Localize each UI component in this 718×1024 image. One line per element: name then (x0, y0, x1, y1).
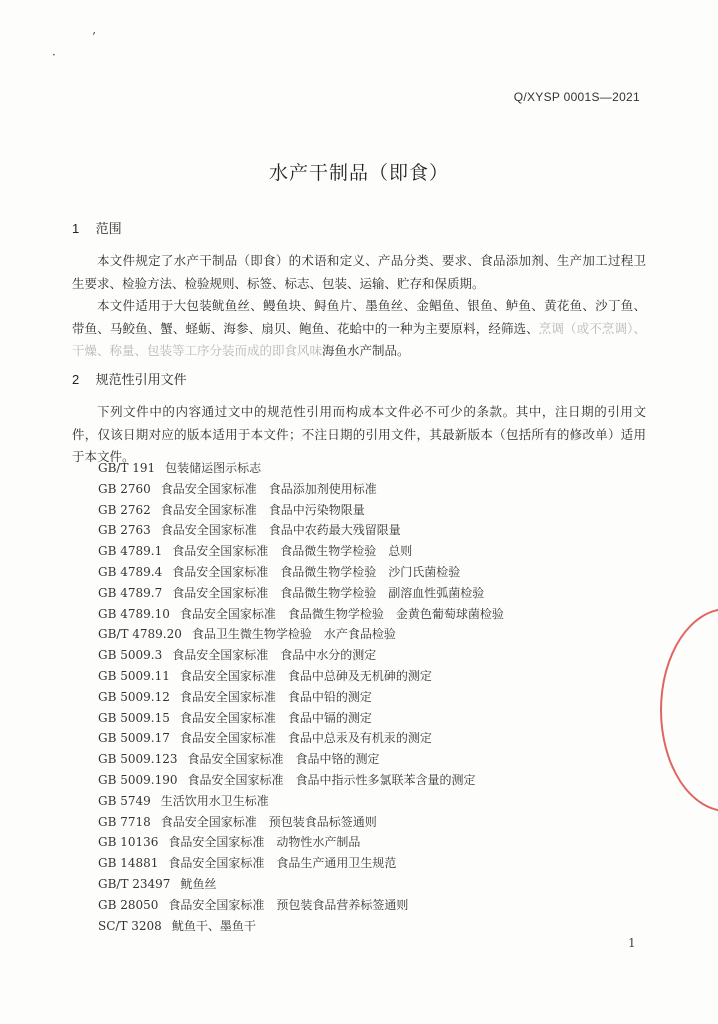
reference-code: GB/T 4789.20 (98, 627, 182, 642)
reference-part: 食品中污染物限量 (268, 502, 365, 517)
reference-item (98, 708, 638, 729)
reference-part: 食品安全国家标准 (179, 606, 276, 621)
reference-code: GB 2762 (98, 502, 151, 517)
reference-item (98, 500, 638, 521)
reference-code: GB 14881 (98, 856, 159, 871)
reference-part: 副溶血性弧菌检验 (388, 585, 485, 600)
scan-dot: · (52, 48, 56, 62)
reference-part: 食品微生物学检验 (287, 606, 384, 621)
reference-part: 食品生产通用卫生规范 (276, 856, 397, 871)
document-title: 水产干制品（即食） (268, 163, 449, 184)
reference-part: 食品中总汞及有机汞的测定 (287, 731, 432, 746)
reference-part: 食品安全国家标准 (172, 544, 269, 559)
reference-part: 食品安全国家标准 (168, 835, 265, 850)
reference-part: 动物性水产制品 (276, 835, 361, 850)
reference-part: 食品微生物学检验 (280, 585, 377, 600)
reference-code: GB 5009.11 (98, 668, 170, 683)
reference-part: 食品安全国家标准 (172, 564, 269, 579)
section-1-number: 1 (72, 221, 80, 236)
reference-code: GB 4789.7 (98, 585, 163, 600)
reference-code: SC/T 3208 (98, 918, 162, 933)
reference-part: 鱿鱼丝 (180, 876, 217, 891)
reference-part: 食品安全国家标准 (168, 856, 265, 871)
reference-item (98, 895, 638, 916)
reference-item (98, 916, 638, 937)
reference-code: GB/T 23497 (98, 876, 171, 891)
scope-paragraph-2-main: 本文件适用于大包装鱿鱼丝、鳗鱼块、鲟鱼片、墨鱼丝、金鲳鱼、银鱼、鲈鱼、黄花鱼、沙丁鱼、带鱼、马鲛鱼、蟹、蛏蛎、海参、扇贝、鲍鱼、花蛤中的一种为主要原料，经筛选、 (72, 298, 646, 336)
reference-item (98, 853, 638, 874)
reference-part: 包装储运图示标志 (165, 461, 262, 475)
reference-part: 预包装食品标签通则 (268, 814, 377, 829)
reference-part: 鱿鱼干、墨鱼干 (171, 918, 256, 933)
reference-part: 生活饮用水卫生标准 (160, 793, 269, 808)
reference-part: 食品安全国家标准 (187, 772, 284, 787)
reference-item (98, 604, 638, 625)
reference-part: 食品中镉的测定 (287, 710, 372, 725)
scan-mark: ’ (92, 30, 96, 44)
reference-part: 食品微生物学检验 (280, 564, 377, 579)
reference-part: 沙门氏菌检验 (388, 564, 461, 579)
reference-part: 食品安全国家标准 (160, 481, 257, 496)
reference-part: 水产食品检验 (323, 627, 396, 642)
reference-part: 金黄色葡萄球菌检验 (395, 606, 504, 621)
reference-code: GB 5749 (98, 793, 151, 808)
reference-part: 食品中指示性多氯联苯含量的测定 (295, 772, 476, 787)
reference-item (98, 749, 638, 770)
reference-part: 食品中农药最大残留限量 (268, 523, 401, 538)
scope-paragraph-1: 本文件规定了水产干制品（即食）的术语和定义、产品分类、要求、食品添加剂、生产加工过程卫生要求、检验方法、检验规则、标签、标志、包装、运输、贮存和保质期。 (72, 253, 646, 291)
reference-part: 食品安全国家标准 (179, 710, 276, 725)
reference-code: GB 5009.15 (98, 710, 170, 725)
section-2-number: 2 (72, 372, 80, 387)
reference-part: 食品安全国家标准 (168, 897, 265, 912)
reference-part: 食品中总砷及无机砷的测定 (287, 668, 432, 683)
reference-part: 食品安全国家标准 (179, 731, 276, 746)
reference-item (98, 624, 638, 645)
reference-code: GB 4789.4 (98, 564, 163, 579)
reference-code: GB 4789.1 (98, 544, 163, 559)
reference-code: GB 5009.17 (98, 731, 170, 746)
reference-item (98, 666, 638, 687)
reference-code: GB 5009.190 (98, 772, 178, 787)
reference-part: 食品安全国家标准 (172, 648, 269, 663)
reference-item (98, 520, 638, 541)
reference-item (98, 458, 638, 479)
standard-code: Q/XYSP 0001S—2021 (513, 90, 640, 104)
reference-item (98, 541, 638, 562)
reference-part: 食品安全国家标准 (179, 689, 276, 704)
section-2-title: 规范性引用文件 (95, 372, 187, 387)
reference-part: 食品卫生微生物学检验 (191, 627, 312, 642)
reference-item (98, 687, 638, 708)
reference-part: 食品安全国家标准 (172, 585, 269, 600)
scope-paragraph-2 (72, 295, 646, 363)
reference-part: 预包装食品营养标签通则 (276, 897, 409, 912)
reference-part: 食品安全国家标准 (187, 752, 284, 767)
reference-code: GB 28050 (98, 897, 159, 912)
reference-item (98, 479, 638, 500)
references-intro-paragraph: 下列文件中的内容通过文中的规范性引用而构成本文件必不可少的条款。其中，注日期的引用文件，仅该日期对应的版本适用于本文件；不注日期的引用文件，其最新版本（包括所有的修改单）适用于本文件。 (72, 404, 646, 464)
reference-part: 食品安全国家标准 (160, 814, 257, 829)
scope-paragraph-2-end: 海鱼水产制品。 (322, 343, 410, 358)
reference-code: GB 2760 (98, 481, 151, 496)
reference-item (98, 645, 638, 666)
reference-part: 食品安全国家标准 (160, 502, 257, 517)
reference-part: 总则 (388, 544, 413, 559)
reference-code: GB 5009.12 (98, 689, 170, 704)
reference-code: GB 2763 (98, 523, 151, 538)
page-number: 1 (628, 936, 636, 950)
reference-item (98, 728, 638, 749)
reference-part: 食品添加剂使用标准 (268, 481, 377, 496)
reference-code: GB 5009.3 (98, 648, 163, 663)
reference-code: GB 5009.123 (98, 752, 178, 767)
reference-part: 食品安全国家标准 (179, 668, 276, 683)
section-1-body (72, 250, 646, 363)
reference-code: GB 7718 (98, 814, 151, 829)
reference-item (98, 832, 638, 853)
reference-item (98, 791, 638, 812)
company-seal (660, 608, 718, 812)
reference-part: 食品微生物学检验 (280, 544, 377, 559)
reference-part: 食品中铬的测定 (295, 752, 380, 767)
reference-list (98, 458, 638, 936)
section-1-title: 范围 (95, 221, 122, 236)
reference-code: GB/T 191 (98, 461, 156, 475)
section-1-heading (72, 218, 122, 237)
reference-part: 食品中铅的测定 (287, 689, 372, 704)
reference-item (98, 562, 638, 583)
reference-part: 食品安全国家标准 (160, 523, 257, 538)
section-2-heading (72, 369, 187, 388)
reference-item (98, 770, 638, 791)
reference-code: GB 4789.10 (98, 606, 170, 621)
scope-paragraph-2-faded: 烹调（或不烹调）、干燥、称量、包装等工序分装而成的即食风味 (72, 320, 646, 358)
reference-item (98, 874, 638, 895)
reference-item (98, 583, 638, 604)
reference-code: GB 10136 (98, 835, 159, 850)
reference-item (98, 812, 638, 833)
reference-part: 食品中水分的测定 (280, 648, 377, 663)
